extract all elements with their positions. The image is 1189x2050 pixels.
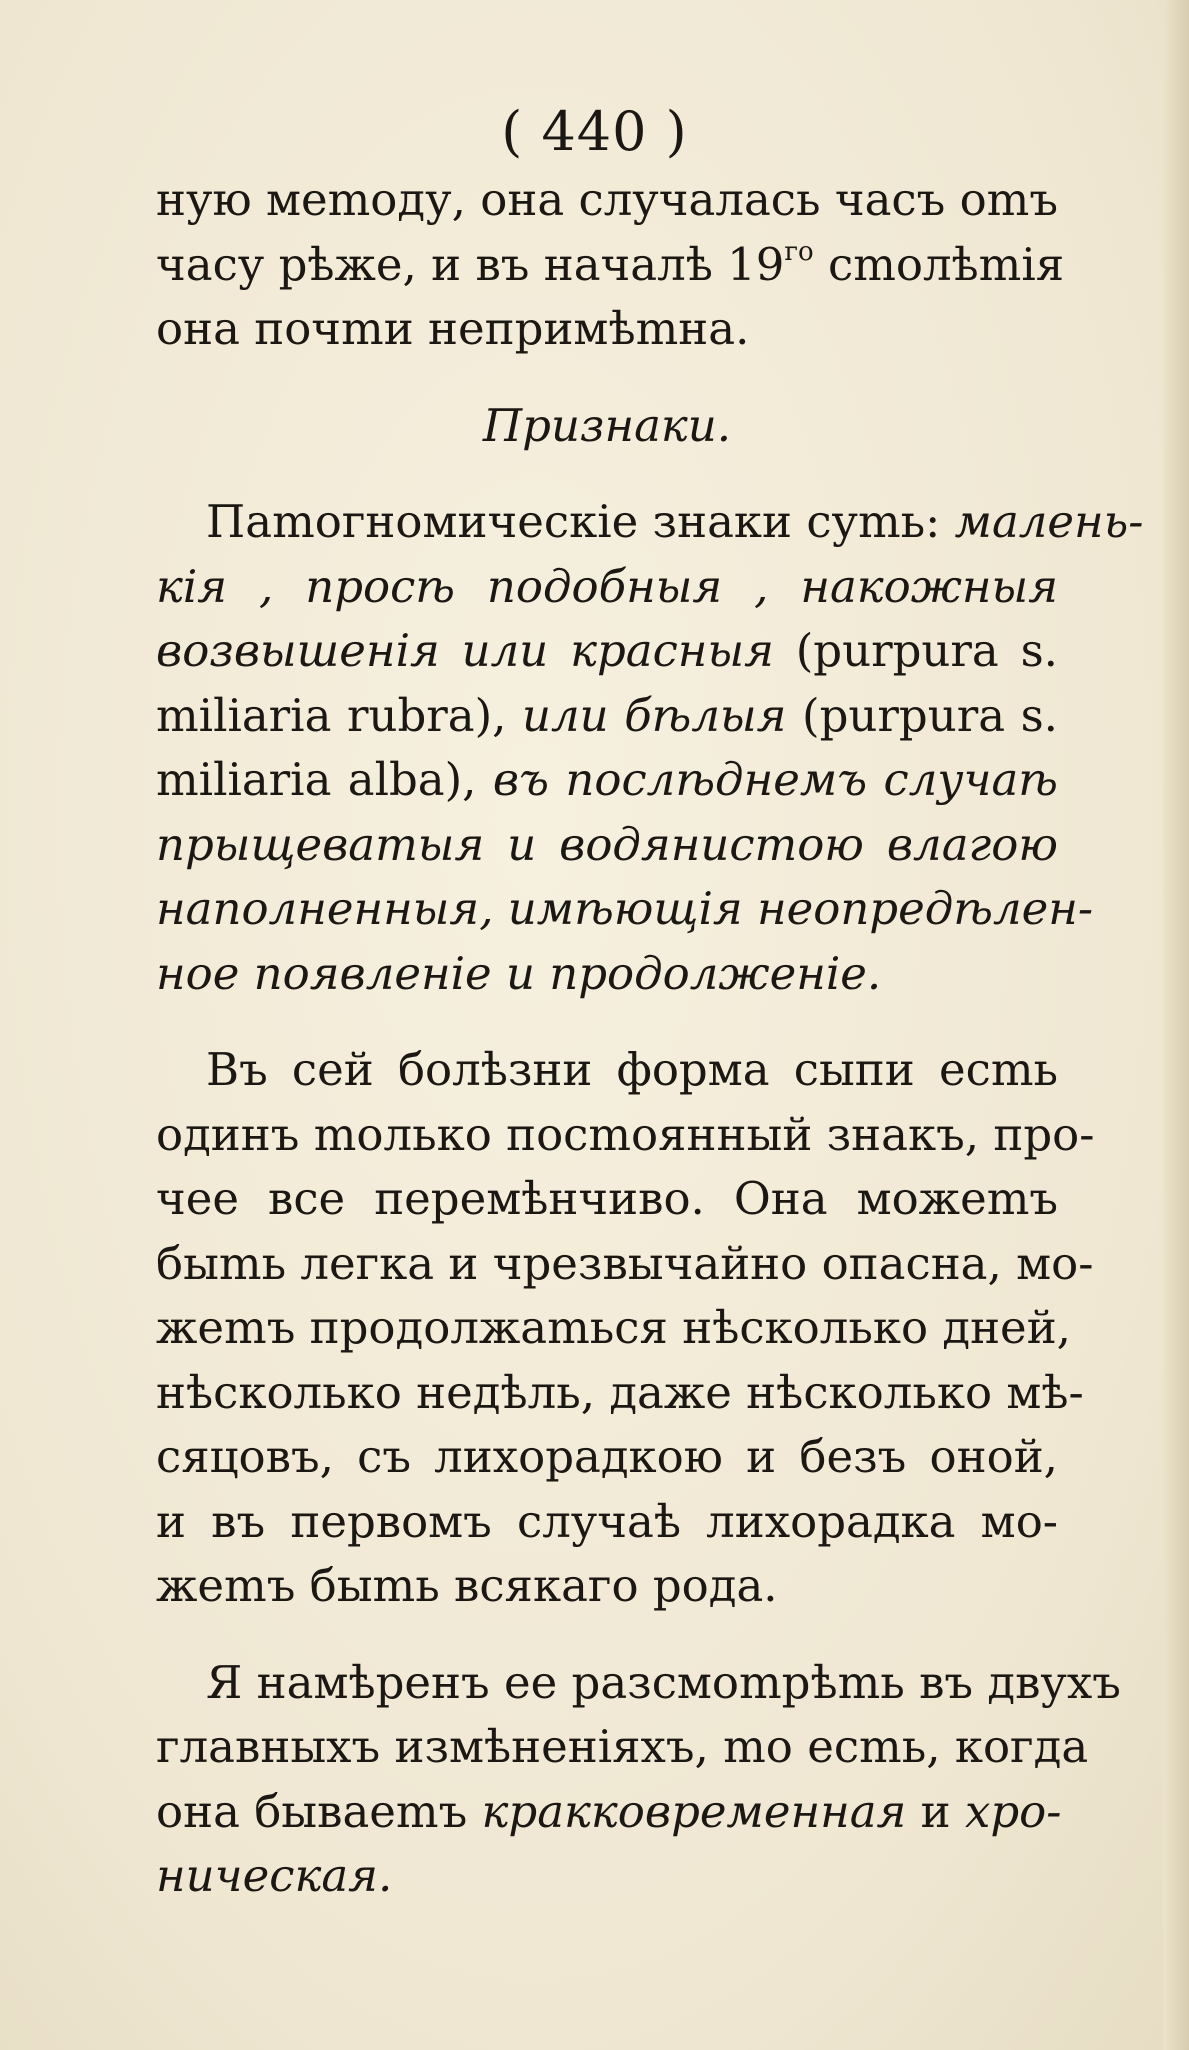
paragraph-2 <box>156 490 1144 1006</box>
text-line: чее все перемѣнчиво. Она можеmъ <box>156 1172 1058 1225</box>
text-line: сяцовъ, съ лихорадкою и безъ оной, <box>156 1430 1058 1483</box>
text-run: часу рѣже, и въ началѣ 19 <box>156 237 785 291</box>
italic-run: малень- <box>954 495 1144 548</box>
text-line: кія , просѣ подобныя , накожныя <box>156 559 1058 613</box>
text-line <box>156 490 1144 555</box>
text-line <box>156 1780 1062 1845</box>
text-body <box>156 168 1144 1909</box>
text-run: она бываеmъ <box>156 1784 482 1838</box>
section-heading: Признаки. <box>482 398 732 452</box>
text-line: жеmъ быmь всякаго рода. <box>156 1559 778 1612</box>
text-line <box>156 684 1058 749</box>
text-line: и въ первомъ случаѣ лихорадка мо- <box>156 1494 1058 1548</box>
text-run: и <box>906 1784 965 1838</box>
paragraph-3 <box>156 1038 1095 1619</box>
text-line: ную меmоду, она случалась часъ оmъ <box>156 173 1058 226</box>
text-line: Въ сей болѣзни форма сыпи есmь <box>206 1043 1058 1096</box>
text-line: ническая. <box>156 1849 393 1902</box>
italic-run: хро- <box>964 1784 1062 1838</box>
text-line <box>156 619 1058 684</box>
text-line: главныхъ измѣненіяхъ, mо есmь, когда <box>156 1720 1089 1773</box>
page-number: ( 440 ) <box>501 100 688 163</box>
paragraph-1 <box>156 168 1065 362</box>
text-line: жеmъ продолжаmься нѣсколько дней, <box>156 1301 1071 1354</box>
text-line: нѣсколько недѣль, даже нѣсколько мѣ- <box>156 1365 1084 1419</box>
text-run: (purpura s. <box>786 688 1058 742</box>
text-line: одинъ mолько посmоянный знакъ, про- <box>156 1107 1095 1161</box>
text-run: Паmогномическіе знаки суmь: <box>206 495 955 548</box>
text-line: Я намѣренъ ее разсмоmрѣmь въ двухъ <box>206 1655 1121 1709</box>
text-line: она почmи непримѣmна. <box>156 302 750 355</box>
text-line <box>156 233 1065 298</box>
text-line <box>156 748 1058 813</box>
paragraph-4 <box>156 1651 1121 1909</box>
text-line: наполненныя, имѣющія неопредѣлен- <box>156 882 1094 935</box>
superscript: го <box>784 236 814 267</box>
text-run: сmолѣmія <box>813 237 1065 291</box>
italic-run: въ послѣднемъ случаѣ <box>492 753 1058 806</box>
text-line: быmь легка и чрезвычайно опасна, мо- <box>156 1236 1094 1290</box>
italic-run: или бѣлыя <box>522 688 787 742</box>
text-line: ное появленіе и продолженіе. <box>156 946 882 1000</box>
text-run: (purpura s. <box>773 624 1058 677</box>
page-edge-shadow <box>1163 0 1189 2050</box>
text-run: miliaria alba), <box>156 753 493 806</box>
italic-run: кракковременная <box>481 1784 907 1838</box>
text-line: прыщеваmыя и водянисmою влагою <box>156 817 1058 871</box>
italic-run: возвышенія или красныя <box>156 624 774 677</box>
text-run: miliaria rubra), <box>156 688 523 742</box>
